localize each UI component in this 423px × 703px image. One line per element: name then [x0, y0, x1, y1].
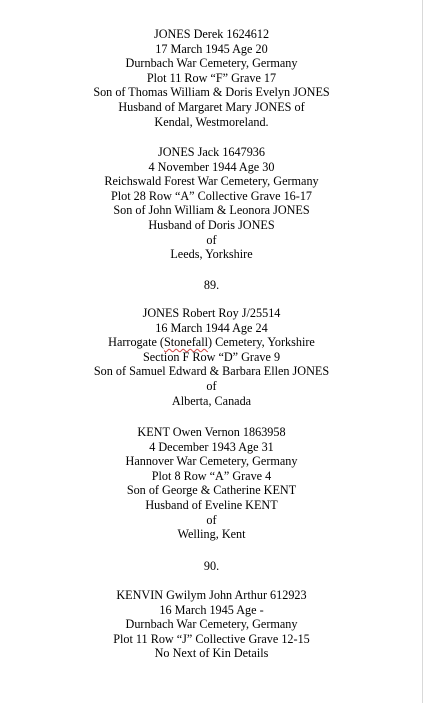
entry-parents: Son of John William & Leonora JONES [113, 203, 310, 218]
entry-date-age: 16 March 1945 Age - [159, 602, 264, 617]
entry-name: JONES Derek 1624612 [153, 27, 270, 41]
entry-cemetery [0, 335, 423, 350]
entry-spouse: Husband of Eveline KENT [145, 497, 278, 512]
cemetery-text-before: Harrogate ( [108, 335, 164, 350]
record-entry-kent-owen-vernon [0, 425, 423, 542]
entry-parents: Son of George & Catherine KENT [126, 483, 297, 498]
entry-name: JONES Jack 1647936 [158, 145, 265, 159]
record-entry-kenvin-gwilym [0, 588, 423, 661]
entry-date-age: 4 December 1943 Age 31 [149, 439, 274, 454]
entry-cemetery: Hannover War Cemetery, Germany [125, 454, 298, 469]
entry-residence: Kendal, Westmoreland. [154, 114, 269, 129]
page-number: 89. [203, 278, 220, 292]
entry-cemetery: Durnbach War Cemetery, Germany [125, 617, 298, 632]
entry-date-age: 17 March 1945 Age 20 [155, 41, 268, 56]
entry-next-of-kin: No Next of Kin Details [154, 646, 269, 661]
entry-spouse: Husband of Doris JONES [148, 217, 275, 232]
entry-grave: Plot 8 Row “A” Grave 4 [151, 468, 272, 483]
entry-of: of [206, 232, 217, 247]
record-entry-jones-derek [0, 27, 423, 129]
entry-name: JONES Robert Roy J/25514 [142, 306, 281, 320]
record-entry-jones-jack [0, 145, 423, 262]
entry-grave: Plot 11 Row “J” Collective Grave 12-15 [113, 631, 310, 646]
entry-name: KENVIN Gwilym John Arthur 612923 [116, 588, 307, 602]
page-number: 90. [203, 559, 220, 573]
entry-grave: Section F Row “D” Grave 9 [142, 349, 281, 364]
record-entry-jones-robert-roy [0, 306, 423, 408]
entry-residence: Welling, Kent [177, 527, 246, 542]
entry-grave: Plot 28 Row “A” Collective Grave 16-17 [110, 188, 313, 203]
entry-name: KENT Owen Vernon 1863958 [137, 425, 286, 439]
entry-date-age: 16 March 1944 Age 24 [155, 320, 268, 335]
entry-parents: Son of Thomas William & Doris Evelyn JONES [93, 85, 330, 100]
spellcheck-flagged-word[interactable]: Stonefall [163, 335, 208, 350]
entry-of: of [206, 512, 217, 527]
entry-of: of [206, 378, 217, 393]
entry-cemetery: Durnbach War Cemetery, Germany [125, 56, 298, 71]
entry-residence: Alberta, Canada [171, 393, 252, 408]
entry-residence: Leeds, Yorkshire [170, 247, 253, 262]
entry-spouse: Husband of Margaret Mary JONES of [118, 99, 305, 114]
entry-cemetery: Reichswald Forest War Cemetery, Germany [104, 174, 319, 189]
entry-grave: Plot 11 Row “F” Grave 17 [146, 70, 277, 85]
entry-parents: Son of Samuel Edward & Barbara Ellen JONES [93, 364, 330, 379]
entry-date-age: 4 November 1944 Age 30 [148, 159, 275, 174]
cemetery-text-after: ) Cemetery, Yorkshire [207, 335, 315, 350]
